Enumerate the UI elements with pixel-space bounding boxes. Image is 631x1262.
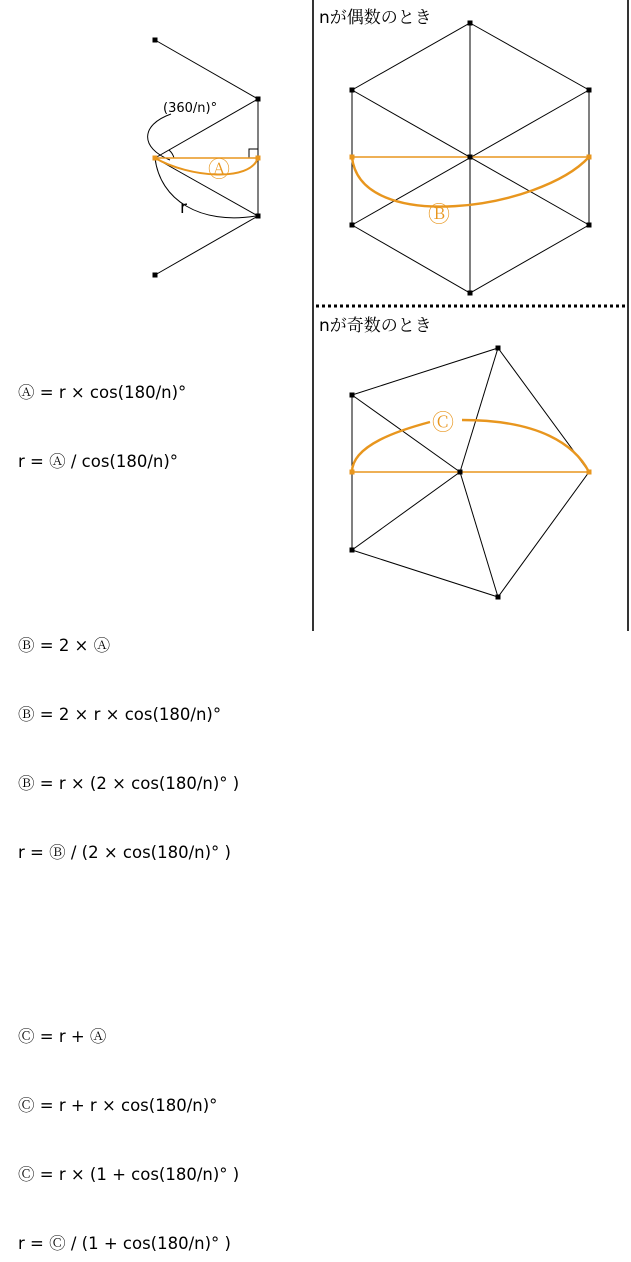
formula-line: Ⓒ = r + r × cos(180/n)° [18, 1096, 218, 1115]
formula-line: Ⓐ = r × cos(180/n)° [18, 383, 187, 402]
angle-arc [169, 150, 174, 158]
triangle-detail-figure [148, 38, 261, 278]
formula-line: Ⓒ = r × (1 + cos(180/n)° ) [18, 1165, 240, 1184]
formula-group-c [18, 979, 318, 1262]
formula-line: Ⓑ = 2 × Ⓐ [18, 636, 111, 655]
even-title: nが偶数のとき [319, 8, 432, 28]
formula-line: r = Ⓒ / (1 + cos(180/n)° ) [18, 1234, 231, 1253]
b-mark-label: Ⓑ [428, 203, 451, 228]
formula-group-a [18, 335, 318, 519]
odd-title: nが奇数のとき [319, 316, 432, 336]
apothem-a-brace [155, 158, 258, 175]
formula-line: r = Ⓑ / (2 × cos(180/n)° ) [18, 843, 231, 862]
formula-line: Ⓒ = r + Ⓐ [18, 1027, 107, 1046]
formula-group-b [18, 588, 318, 910]
a-mark-label: Ⓐ [208, 158, 231, 183]
formula-line: Ⓑ = r × (2 × cos(180/n)° ) [18, 774, 240, 793]
c-mark-label: Ⓒ [432, 411, 455, 436]
formula-line: Ⓑ = 2 × r × cos(180/n)° [18, 705, 222, 724]
angle-label: (360/n)° [163, 101, 218, 116]
formula-list [18, 289, 318, 1262]
pentagon-figure [319, 316, 592, 600]
formula-line: r = Ⓐ / cos(180/n)° [18, 452, 179, 471]
pentagon-width-c-brace-left [352, 422, 430, 472]
radius-label: r [180, 198, 187, 218]
hexagon-figure [319, 8, 592, 296]
angle-pointer-curve [148, 114, 171, 160]
